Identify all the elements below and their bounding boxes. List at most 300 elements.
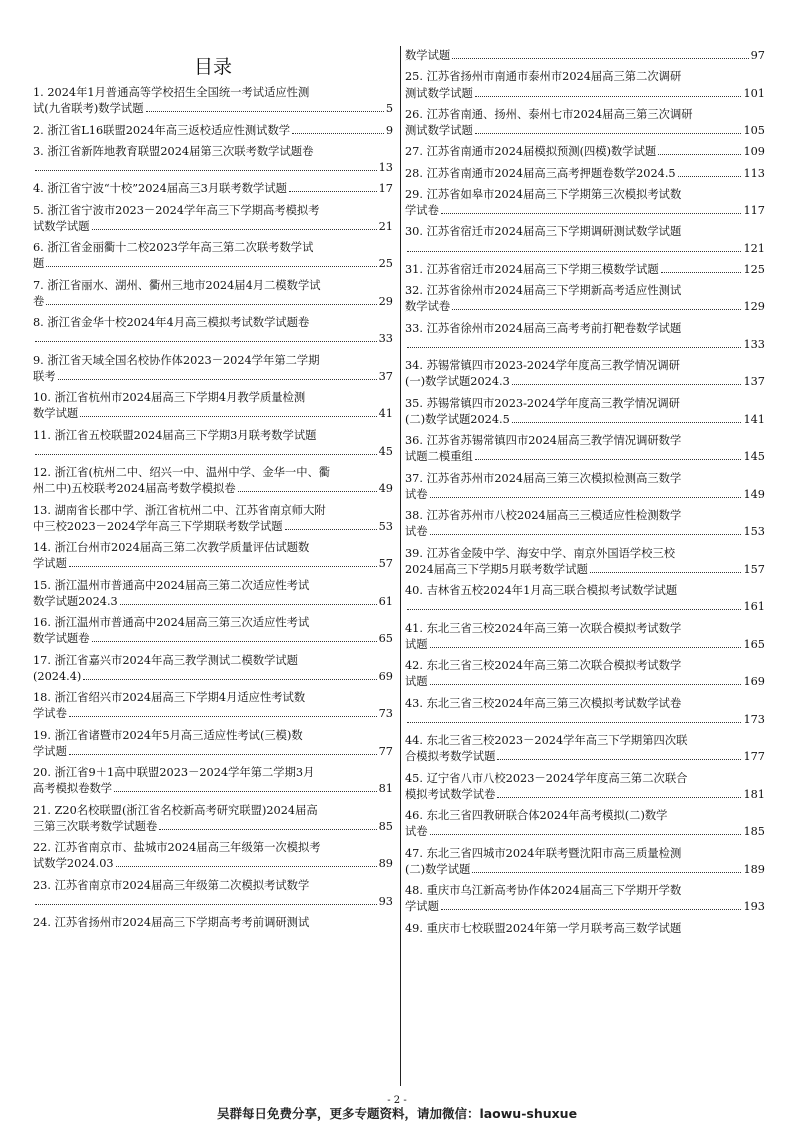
toc-entry-text-wrap (33, 256, 44, 272)
toc-entry (33, 144, 393, 176)
toc-entry-number: 24. (33, 916, 55, 930)
toc-entry-line (33, 240, 393, 256)
toc-entry-text: 东北三省三校2024年高三第一次联合模拟考试数学 (426, 621, 682, 635)
toc-entry-text: 三第三次联考数学试题卷 (33, 819, 158, 833)
toc-page-number: 25 (378, 257, 393, 271)
toc-entry-text: 学试题 (33, 744, 67, 758)
toc-entry-text: 东北三省三校2024年高三第三次模拟考试数学试卷 (426, 696, 682, 710)
toc-entry (405, 846, 765, 878)
toc-leader-dots (69, 715, 377, 717)
toc-entry-text: 江苏省苏州市2024届高三第三次模拟检测高三数学 (426, 471, 682, 485)
toc-entry (33, 123, 393, 139)
toc-entry-line (33, 819, 393, 835)
toc-page-number: 181 (743, 787, 765, 801)
toc-entry-text: 江苏省南京市、盐城市2024届高三年级第一次模拟考 (54, 841, 321, 855)
toc-entry-line (405, 262, 765, 278)
toc-entry-number: 16. (33, 616, 55, 630)
toc-entry-number: 21. (33, 803, 55, 817)
toc-entry-number: 39. (405, 546, 427, 560)
toc-entry-number: 4. (33, 182, 48, 196)
toc-entry-text: 重庆市七校联盟2024年第一学月联考高三数学试题 (426, 921, 682, 935)
toc-entry-line (405, 674, 765, 690)
toc-entry-text-wrap (405, 123, 473, 139)
toc-entry-text: 江苏省徐州市2024届高三高考考前打靶卷数学试题 (426, 321, 682, 335)
page-number: - 2 - (387, 1095, 407, 1106)
toc-leader-dots (69, 565, 377, 567)
toc-page-number: 141 (743, 412, 765, 426)
toc-entry-text-wrap (33, 519, 283, 535)
toc-page-number: 185 (743, 825, 765, 839)
toc-entry-line (405, 733, 765, 749)
toc-entry-line (405, 846, 765, 862)
toc-page-number: 41 (378, 407, 393, 421)
toc-leader-dots (159, 828, 376, 830)
toc-entry (33, 690, 393, 722)
toc-entry-text-wrap (405, 749, 495, 765)
toc-entry-line (33, 615, 393, 631)
toc-entry-line (405, 374, 765, 390)
toc-entry-line (33, 390, 393, 406)
toc-right-column (405, 48, 765, 942)
toc-entry-number: 19. (33, 728, 55, 742)
toc-entry-text: 题 (33, 257, 45, 271)
toc-entry-text-wrap (405, 524, 428, 540)
toc-entry-number: 17. (33, 653, 55, 667)
toc-entry-number: 48. (405, 884, 427, 898)
toc-entry-text: 浙江省L16联盟2024年高三返校适应性测试数学 (47, 123, 291, 137)
toc-leader-dots (407, 721, 741, 723)
toc-leader-dots (678, 175, 742, 177)
toc-entry-line (405, 808, 765, 824)
toc-entry (33, 578, 393, 610)
toc-entry-text: 东北三省三校2024年高三第二次联合模拟考试数学 (426, 659, 682, 673)
toc-entry-line (405, 396, 765, 412)
toc-entry-text: 浙江省天域全国名校协作体2023－2024学年第二学期 (47, 353, 320, 367)
toc-entry (405, 508, 765, 540)
toc-entry-number: 10. (33, 391, 55, 405)
toc-leader-dots (146, 110, 384, 112)
toc-page-number: 161 (743, 600, 765, 614)
toc-entry (405, 48, 765, 64)
toc-leader-dots (452, 308, 741, 310)
toc-entry-text: 模拟考试数学试卷 (405, 787, 496, 801)
toc-entry-text: 苏锡常镇四市2023-2024学年度高三教学情况调研 (426, 359, 680, 373)
toc-page-number: 129 (743, 300, 765, 314)
toc-entry-line (33, 765, 393, 781)
toc-entry-text: 江苏省南通、扬州、泰州七市2024届高三第三次调研 (426, 107, 693, 121)
toc-entry (405, 583, 765, 615)
toc-entry-text-wrap (405, 262, 659, 278)
toc-leader-dots (452, 57, 748, 59)
toc-page-number: 113 (743, 166, 765, 180)
toc-entry-text: 江苏省宿迁市2024届高三下学期三模数学试题 (426, 262, 659, 276)
toc-entry (33, 390, 393, 422)
toc-page-number: 105 (743, 124, 765, 137)
toc-entry-text: 浙江省杭州市2024届高三下学期4月教学质量检测 (54, 391, 306, 405)
toc-entry (405, 771, 765, 803)
toc-entry-text-wrap (33, 744, 67, 760)
toc-page-number: 9 (385, 123, 393, 137)
toc-entry-line (33, 353, 393, 369)
toc-entry-text-wrap (33, 594, 118, 610)
toc-leader-dots (430, 533, 742, 535)
toc-entry-text: 试(九省联考)数学试题 (33, 102, 144, 116)
toc-entry (405, 621, 765, 653)
toc-entry-line (405, 599, 765, 615)
toc-entry-text-wrap (33, 706, 67, 722)
toc-entry-text: 浙江台州市2024届高三第二次教学质量评估试题数 (54, 541, 310, 555)
toc-leader-dots (114, 790, 377, 792)
toc-leader-dots (46, 303, 376, 305)
toc-entry-line (405, 412, 765, 428)
toc-entry-number: 6. (33, 241, 48, 255)
toc-leader-dots (512, 421, 742, 423)
toc-entry-text: 东北三省四城市2024年联考暨沈阳市高三质量检测 (426, 846, 682, 860)
toc-entry-number: 38. (405, 509, 427, 523)
toc-entry-line (33, 256, 393, 272)
toc-entry-text: 辽宁省八市八校2023－2024学年度高三第二次联合 (426, 771, 688, 785)
toc-entry-text-wrap (405, 862, 470, 878)
toc-leader-dots (80, 415, 376, 417)
toc-entry-text: 数学试题 (33, 407, 79, 421)
toc-entry-text: 试数学2024.03 (33, 857, 114, 871)
toc-entry-text: 江苏省扬州市南通市泰州市2024届高三第二次调研 (426, 70, 682, 84)
toc-entry (405, 358, 765, 390)
toc-entry-line (405, 921, 765, 937)
toc-leader-dots (590, 571, 742, 573)
toc-entry-line (33, 744, 393, 760)
column-divider (400, 46, 401, 1086)
toc-entry-text-wrap (33, 856, 114, 872)
toc-leader-dots (289, 190, 377, 192)
toc-leader-dots (475, 132, 742, 134)
toc-entry-text-wrap (33, 406, 78, 422)
toc-entry (33, 615, 393, 647)
toc-page-number: 33 (378, 332, 393, 346)
toc-entry-text-wrap (33, 781, 112, 797)
toc-entry-text: 浙江省诸暨市2024年5月高三适应性考试(三模)数 (54, 728, 303, 742)
toc-entry-text-wrap (405, 412, 510, 428)
toc-entry-number: 42. (405, 659, 427, 673)
toc-entry-text-wrap (405, 487, 428, 503)
toc-entry-text: 数学试题 (405, 49, 451, 62)
toc-entry-text-wrap (33, 915, 309, 931)
toc-entry-text-wrap (33, 556, 67, 572)
toc-entry-line (405, 899, 765, 915)
toc-entry-number: 9. (33, 353, 48, 367)
toc-entry-text: 湖南省长郡中学、浙江省杭州二中、江苏省南京师大附 (54, 503, 326, 517)
toc-leader-dots (35, 340, 377, 342)
toc-leader-dots (407, 608, 741, 610)
toc-entry (405, 107, 765, 139)
toc-entry-text: Z20名校联盟(浙江省名校新高考研究联盟)2024届高 (54, 803, 318, 817)
toc-entry-line (33, 669, 393, 685)
toc-entry-line (33, 406, 393, 422)
toc-page-number: 93 (378, 894, 393, 908)
toc-entry-line (33, 594, 393, 610)
toc-entry (33, 315, 393, 347)
toc-entry-line (33, 915, 393, 931)
toc-entry-line (405, 637, 765, 653)
toc-entry (33, 503, 393, 535)
toc-entry-line (405, 621, 765, 637)
toc-entry-number: 12. (33, 466, 55, 480)
toc-entry-text: 江苏省如皋市2024届高三下学期第三次模拟考试数 (426, 187, 682, 201)
toc-entry (33, 465, 393, 497)
toc-entry (405, 187, 765, 219)
toc-entry (33, 85, 393, 117)
toc-page-number: 81 (378, 782, 393, 796)
toc-entry (405, 262, 765, 278)
toc-entry-number: 7. (33, 278, 48, 292)
toc-entry (33, 353, 393, 385)
toc-entry-text: 浙江省宁波“十校”2024届高三3月联考数学试题 (47, 182, 287, 196)
toc-entry-text: 浙江省绍兴市2024届高三下学期4月适应性考试数 (54, 691, 306, 705)
toc-entry-text: 试卷 (405, 487, 428, 501)
toc-entry-line (33, 894, 393, 910)
toc-entry-line (405, 337, 765, 353)
toc-entry (33, 840, 393, 872)
toc-entry-line (33, 578, 393, 594)
toc-entry (33, 428, 393, 460)
toc-leader-dots (46, 265, 376, 267)
toc-page-number: 5 (385, 102, 393, 116)
toc-entry (405, 144, 765, 160)
toc-leader-dots (661, 271, 742, 273)
toc-page-number: 133 (743, 337, 765, 351)
toc-entry-number: 30. (405, 225, 427, 239)
toc-entry-text-wrap (405, 921, 681, 937)
toc-entry-number: 40. (405, 584, 427, 598)
toc-right-entries (405, 48, 765, 937)
toc-left-column (33, 0, 393, 936)
toc-entry-number: 34. (405, 359, 427, 373)
toc-entry-number: 27. (405, 145, 427, 159)
toc-entry-text: 学试卷 (405, 204, 439, 218)
toc-entry-text: 2024年1月普通高等学校招生全国统一考试适应性测 (47, 86, 310, 99)
toc-entry (33, 653, 393, 685)
toc-page-number: 77 (378, 744, 393, 758)
toc-entry-number: 49. (405, 921, 427, 935)
toc-entry (33, 878, 393, 910)
toc-entry-line (33, 203, 393, 219)
toc-entry-text-wrap (33, 369, 56, 385)
toc-entry (405, 733, 765, 765)
toc-entry-text: 浙江省9＋1高中联盟2023－2024学年第二学期3月 (54, 766, 315, 780)
toc-entry-line (405, 48, 765, 64)
toc-entry-line (405, 224, 765, 240)
toc-leader-dots (430, 833, 742, 835)
toc-page-number: 121 (743, 241, 765, 255)
toc-entry (405, 883, 765, 915)
toc-leader-dots (35, 453, 377, 455)
toc-page-number: 21 (378, 219, 393, 233)
toc-entry-text: 浙江省金华十校2024年4月高三模拟考试数学试题卷 (47, 316, 310, 330)
toc-entry (405, 433, 765, 465)
toc-entry-text: 浙江省丽水、湖州、衢州三地市2024届4月二模数学试 (47, 278, 321, 292)
toc-page-number: 29 (378, 294, 393, 308)
toc-entry (33, 728, 393, 760)
toc-entry-line (405, 321, 765, 337)
toc-entry-number: 2. (33, 123, 48, 137)
toc-entry-line (405, 86, 765, 102)
toc-entry-text-wrap (405, 824, 428, 840)
toc-entry-line (33, 219, 393, 235)
toc-entry-text: 浙江温州市普通高中2024届高三第二次适应性考试 (54, 578, 310, 592)
toc-entry-number: 32. (405, 284, 427, 298)
toc-entry-number: 25. (405, 70, 427, 84)
toc-entry-line (33, 556, 393, 572)
toc-entry-line (33, 465, 393, 481)
toc-entry-text: 高考模拟卷数学 (33, 782, 113, 796)
toc-leader-dots (497, 796, 741, 798)
toc-entry-line (33, 540, 393, 556)
toc-leader-dots (430, 496, 742, 498)
toc-entry (405, 166, 765, 182)
toc-page-number: 65 (378, 632, 393, 646)
toc-entry-number: 45. (405, 771, 427, 785)
toc-entry-text: 测试数学试题 (405, 124, 473, 137)
toc-leader-dots (407, 346, 741, 348)
toc-leader-dots (83, 678, 376, 680)
toc-entry (405, 546, 765, 578)
toc-leader-dots (120, 603, 377, 605)
toc-entry (33, 278, 393, 310)
toc-page-number: 61 (378, 594, 393, 608)
toc-page-number: 145 (743, 450, 765, 464)
toc-entry-text: 江苏省南通市2024届模拟预测(四模)数学试题 (426, 145, 657, 159)
toc-entry-line (405, 69, 765, 85)
toc-entry-text: 重庆市乌江新高考协作体2024届高三下学期开学数 (426, 884, 682, 898)
toc-page-number: 13 (378, 161, 393, 174)
toc-entry-text: 东北三省四教研联合体2024年高考模拟(二)数学 (426, 809, 668, 823)
toc-entry-text-wrap (33, 631, 90, 647)
toc-entry-text: 试数学试题 (33, 219, 90, 233)
toc-page-number: 69 (378, 669, 393, 683)
toc-leader-dots (35, 169, 377, 171)
toc-entry (405, 69, 765, 101)
toc-entry-line (33, 144, 393, 160)
toc-entry-line (33, 428, 393, 444)
toc-entry-text: 浙江省嘉兴市2024年高三教学测试二模数学试题 (54, 653, 298, 667)
toc-entry-number: 3. (33, 144, 48, 158)
toc-entry-line (33, 85, 393, 101)
toc-entry-text: 江苏省金陵中学、海安中学、南京外国语学校三校 (426, 546, 676, 560)
toc-page-number: 73 (378, 707, 393, 721)
toc-entry-text: 江苏省苏锡常镇四市2024届高三教学情况调研数学 (426, 434, 682, 448)
toc-entry-text: 学试卷 (33, 707, 67, 721)
toc-entry-line (405, 883, 765, 899)
toc-entry-text: (一)数学试题2024.3 (405, 375, 510, 389)
toc-entry-line (33, 803, 393, 819)
toc-leader-dots (475, 458, 742, 460)
toc-entry-line (33, 160, 393, 176)
toc-leader-dots (238, 490, 377, 492)
toc-entry-text: 中三校2023－2024学年高三下学期联考数学试题 (33, 519, 283, 533)
toc-entry (405, 808, 765, 840)
footer-notice: 吴群每日免费分享，更多专题资料，请加微信：laowu-shuxue (216, 1106, 578, 1121)
toc-entry-number: 18. (33, 691, 55, 705)
toc-entry-line (405, 299, 765, 315)
toc-entry-text: 江苏省南京市2024届高三年级第二次模拟考试数学 (54, 878, 310, 892)
toc-entry-line (405, 787, 765, 803)
toc-page-number: 157 (743, 562, 765, 576)
toc-leader-dots (407, 250, 741, 252)
toc-entry-text-wrap (405, 203, 439, 219)
toc-entry-line (405, 658, 765, 674)
toc-entry-number: 15. (33, 578, 55, 592)
toc-page-number: 97 (750, 49, 765, 62)
toc-entry (405, 283, 765, 315)
toc-entry-line (405, 241, 765, 257)
toc-page-number: 125 (743, 262, 765, 276)
toc-entry (33, 803, 393, 835)
toc-entry-line (405, 471, 765, 487)
toc-entry-text: 试题二模重组 (405, 450, 473, 464)
toc-entry-line (33, 369, 393, 385)
toc-entry-text: 浙江省五校联盟2024届高三下学期3月联考数学试题 (54, 428, 317, 442)
toc-entry-line (33, 315, 393, 331)
toc-entry-line (33, 878, 393, 894)
toc-entry-text: 浙江省宁波市2023－2024学年高三下学期高考模拟考 (47, 203, 320, 217)
toc-leader-dots (292, 132, 384, 134)
toc-leader-dots (285, 528, 377, 530)
toc-entry-text: 学试题 (405, 900, 439, 914)
toc-entry-text-wrap (405, 637, 428, 653)
toc-entry-text: 江苏省扬州市2024届高三下学期高考考前调研测试 (54, 916, 310, 930)
toc-entry-number: 14. (33, 541, 55, 555)
toc-entry-line (33, 856, 393, 872)
toc-entry-line (405, 433, 765, 449)
toc-entry-line (405, 187, 765, 203)
toc-entry-text: 合模拟考数学试题 (405, 750, 496, 764)
toc-page-number: 109 (743, 145, 765, 159)
toc-page-number: 137 (743, 375, 765, 389)
toc-page-number: 165 (743, 637, 765, 651)
toc-entry-line (405, 283, 765, 299)
toc-page-number: 45 (378, 444, 393, 458)
toc-entry-text-wrap (405, 562, 588, 578)
toc-leader-dots (58, 378, 377, 380)
toc-leader-dots (472, 871, 741, 873)
toc-entry (33, 765, 393, 797)
toc-entry-line (33, 101, 393, 117)
toc-entry-text: (二)数学试题 (405, 862, 471, 876)
toc-entry-line (33, 481, 393, 497)
toc-entry-number: 13. (33, 503, 55, 517)
toc-entry-line (405, 696, 765, 712)
toc-entry-text-wrap (33, 481, 236, 497)
toc-entry-line (405, 449, 765, 465)
toc-entry-number: 20. (33, 766, 55, 780)
toc-entry-number: 44. (405, 734, 427, 748)
toc-entry-line (405, 749, 765, 765)
toc-entry-number: 22. (33, 841, 55, 855)
toc-page-number: 49 (378, 482, 393, 496)
toc-entry-number: 33. (405, 321, 427, 335)
toc-entry-text: 江苏省宿迁市2024届高三下学期调研测试数学试题 (426, 225, 682, 239)
toc-entry-line (33, 123, 393, 139)
toc-entry-number: 37. (405, 471, 427, 485)
toc-entry (405, 396, 765, 428)
toc-entry-text-wrap (33, 181, 287, 197)
toc-entry-text-wrap (405, 899, 439, 915)
toc-entry-text-wrap (405, 449, 473, 465)
toc-entry-number: 1. (33, 86, 48, 99)
toc-entry-text-wrap (405, 374, 510, 390)
toc-entry-number: 8. (33, 316, 48, 330)
toc-entry-text-wrap (405, 299, 450, 315)
